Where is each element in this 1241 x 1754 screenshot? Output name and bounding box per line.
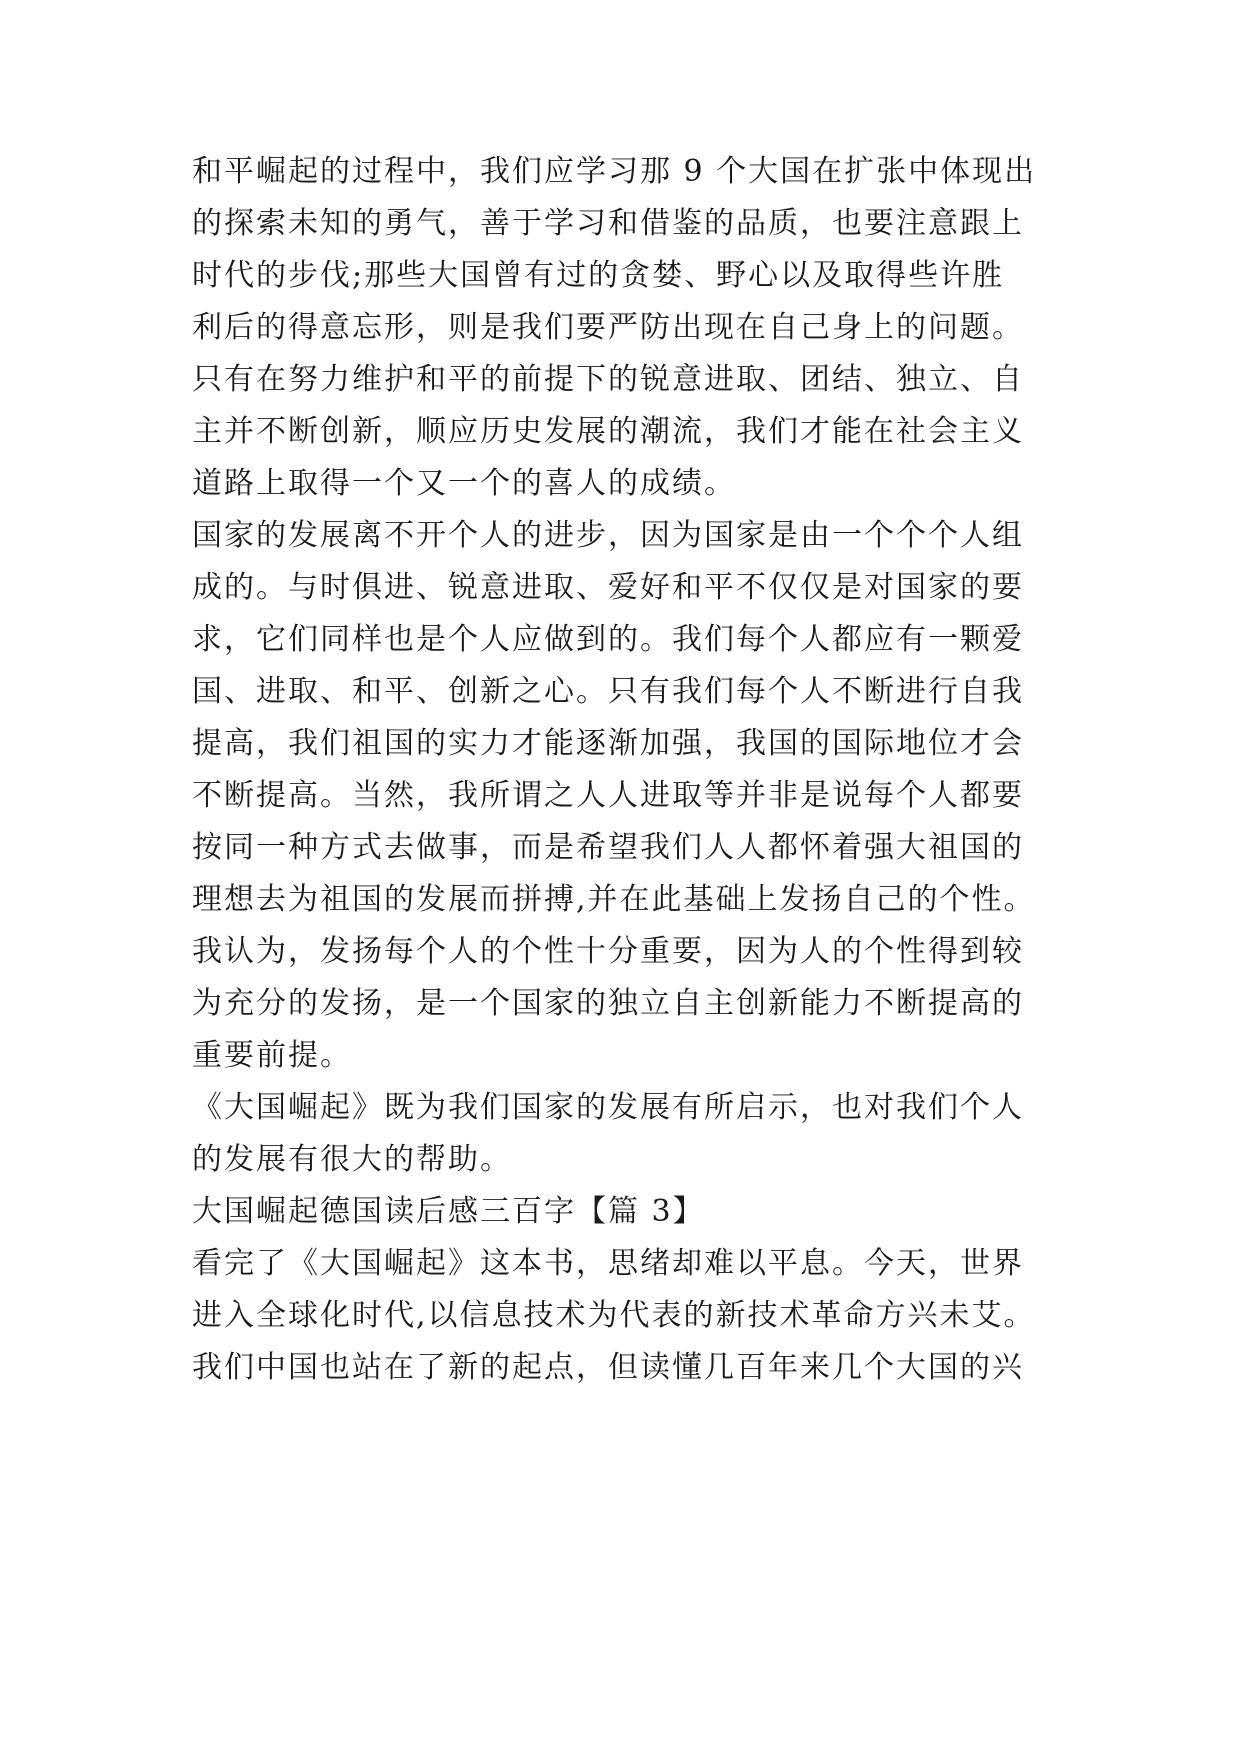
text-line: 理想去为祖国的发展而拼搏,并在此基础上发扬自己的个性。 <box>192 882 1036 917</box>
text-line: 我认为，发扬每个人的个性十分重要，因为人的个性得到较 <box>192 934 1024 969</box>
text-line: 求，它们同样也是个人应做到的。我们每个人都应有一颗爱 <box>192 622 1024 657</box>
text-line: 国、进取、和平、创新之心。只有我们每个人不断进行自我 <box>192 674 1024 709</box>
text-line: 提高，我们祖国的实力才能逐渐加强，我国的国际地位才会 <box>192 726 1024 761</box>
text-line: 按同一种方式去做事，而是希望我们人人都怀着强大祖国的 <box>192 830 1024 865</box>
text-line: 利后的得意忘形，则是我们要严防出现在自己身上的问题。 <box>192 310 1024 345</box>
text-line: 为充分的发扬，是一个国家的独立自主创新能力不断提高的 <box>192 986 1024 1021</box>
text-line: 道路上取得一个又一个的喜人的成绩。 <box>192 466 736 501</box>
text-line: 进入全球化时代,以信息技术为代表的新技术革命方兴未艾。 <box>192 1298 1036 1333</box>
text-line: 我们中国也站在了新的起点，但读懂几百年来几个大国的兴 <box>192 1350 1024 1385</box>
text-line: 不断提高。当然，我所谓之人人进取等并非是说每个人都要 <box>192 778 1024 813</box>
text-line: 看完了《大国崛起》这本书，思绪却难以平息。今天，世界 <box>192 1246 1024 1281</box>
text-line: 重要前提。 <box>192 1038 352 1073</box>
text-line: 国家的发展离不开个人的进步，因为国家是由一个个个人组 <box>192 518 1024 553</box>
text-line: 主并不断创新，顺应历史发展的潮流，我们才能在社会主义 <box>192 414 1024 449</box>
text-line: 和平崛起的过程中，我们应学习那 9 个大国在扩张中体现出 <box>192 154 1037 189</box>
text-line: 《大国崛起》既为我们国家的发展有所启示，也对我们个人 <box>192 1090 1024 1125</box>
text-line: 的发展有很大的帮助。 <box>192 1142 512 1177</box>
text-line: 只有在努力维护和平的前提下的锐意进取、团结、独立、自 <box>192 362 1024 397</box>
text-line: 的探索未知的勇气，善于学习和借鉴的品质，也要注意跟上 <box>192 206 1024 241</box>
section-heading: 大国崛起德国读后感三百字【篇 3】 <box>192 1194 705 1229</box>
text-line: 时代的步伐;那些大国曾有过的贪婪、野心以及取得些许胜 <box>192 258 1005 293</box>
text-line: 成的。与时俱进、锐意进取、爱好和平不仅仅是对国家的要 <box>192 570 1024 605</box>
